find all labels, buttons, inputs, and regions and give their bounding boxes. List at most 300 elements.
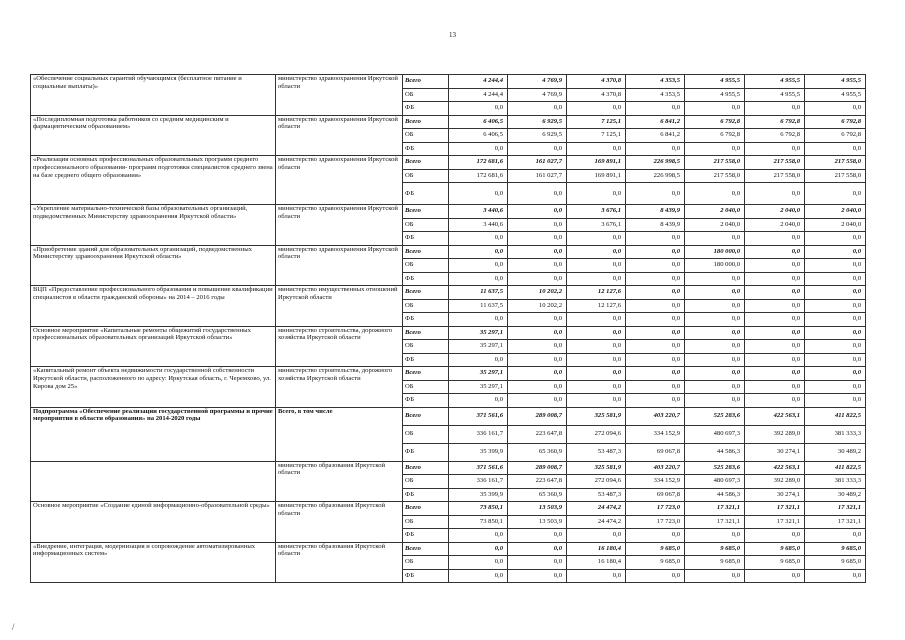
amount-cell: 0,0 [745,183,805,205]
amount-cell: 7 125,1 [567,115,626,129]
amount-cell: 392 289,0 [745,475,805,489]
table-row [31,286,866,300]
amount-cell: 0,0 [449,183,508,205]
amount-cell: 0,0 [685,529,745,543]
funding-source: ОБ [403,259,449,273]
amount-cell: 0,0 [508,259,567,273]
funding-source: ОБ [403,380,449,394]
measure-name: «Последипломная подготовка работников со средним медицинским и фармацевтическим образованием» [31,115,276,156]
amount-cell: 6 406,5 [449,129,508,143]
corner-mark: / [12,622,15,632]
funding-source: Всего [403,461,449,475]
amount-cell: 6 792,8 [685,115,745,129]
amount-cell: 0,0 [805,245,866,259]
amount-cell: 422 563,1 [745,461,805,475]
amount-cell: 9 685,0 [626,556,685,570]
amount-cell: 9 685,0 [685,542,745,556]
amount-cell: 6 406,5 [449,115,508,129]
amount-cell: 0,0 [508,272,567,286]
amount-cell: 73 850,1 [449,515,508,529]
amount-cell: 392 289,0 [745,425,805,443]
amount-cell: 0,0 [805,353,866,367]
funding-source: Всего [403,407,449,425]
amount-cell: 0,0 [626,245,685,259]
amount-cell: 7 125,1 [567,129,626,143]
amount-cell: 3 676,1 [567,218,626,232]
amount-cell: 289 008,7 [508,461,567,475]
funding-source: ОБ [403,515,449,529]
amount-cell: 0,0 [508,218,567,232]
amount-cell: 0,0 [449,556,508,570]
amount-cell: 0,0 [805,367,866,381]
amount-cell: 0,0 [626,367,685,381]
amount-cell: 0,0 [449,529,508,543]
amount-cell: 0,0 [567,569,626,583]
table-row [31,156,866,170]
table-row [31,461,866,475]
amount-cell: 0,0 [449,245,508,259]
table-row [31,407,866,425]
amount-cell: 0,0 [508,353,567,367]
amount-cell: 0,0 [449,272,508,286]
page-number: 13 [449,31,456,39]
amount-cell: 411 822,5 [805,461,866,475]
amount-cell: 4 370,8 [567,88,626,102]
amount-cell: 8 439,9 [626,205,685,219]
amount-cell: 0,0 [449,394,508,408]
table-row [31,542,866,556]
amount-cell: 0,0 [685,102,745,116]
funding-source: Всего [403,205,449,219]
amount-cell: 0,0 [508,102,567,116]
executor: министерство здравоохранения Иркутской области [276,245,403,286]
amount-cell: 0,0 [685,272,745,286]
amount-cell: 0,0 [745,272,805,286]
amount-cell: 180 000,0 [685,259,745,273]
amount-cell: 0,0 [567,394,626,408]
amount-cell: 12 127,6 [567,299,626,313]
amount-cell: 4 769,9 [508,88,567,102]
amount-cell: 0,0 [508,142,567,156]
amount-cell: 0,0 [508,183,567,205]
executor: министерство здравоохранения Иркутской области [276,205,403,246]
amount-cell: 0,0 [805,313,866,327]
amount-cell: 13 503,9 [508,515,567,529]
amount-cell: 17 321,1 [745,515,805,529]
measure-name: «Внедрение, интеграция, модернизация и сопровождение автоматизированных информационных систем» [31,542,276,583]
amount-cell: 0,0 [745,232,805,246]
amount-cell: 17 321,1 [805,515,866,529]
amount-cell: 0,0 [508,313,567,327]
amount-cell: 4 353,5 [626,88,685,102]
amount-cell: 16 180,4 [567,556,626,570]
amount-cell: 6 792,8 [745,115,805,129]
amount-cell: 0,0 [508,556,567,570]
table-row [31,245,866,259]
executor: министерство образования Иркутской области [276,502,403,543]
amount-cell: 0,0 [449,542,508,556]
measure-name: ВЦП «Предоставление профессионального образования и повышение квалификации специалистов в области гражданской обороны» на 2014 – 2016 годы [31,286,276,327]
amount-cell: 0,0 [567,313,626,327]
amount-cell: 0,0 [805,299,866,313]
amount-cell: 6 929,5 [508,115,567,129]
amount-cell: 0,0 [626,272,685,286]
executor: министерство образования Иркутской области [276,461,403,502]
amount-cell: 30 489,2 [805,488,866,502]
amount-cell: 35 297,1 [449,340,508,354]
amount-cell: 4 955,5 [805,75,866,89]
amount-cell: 6 792,8 [805,115,866,129]
measure-name: Основное мероприятие «Капитальные ремонты общежитий государственных профессиональных образовательных организаций Иркутской области» [31,326,276,367]
amount-cell: 35 297,1 [449,326,508,340]
amount-cell: 480 697,3 [685,475,745,489]
funding-source: ОБ [403,340,449,354]
amount-cell: 0,0 [567,326,626,340]
amount-cell: 217 558,0 [745,156,805,170]
amount-cell: 0,0 [685,569,745,583]
amount-cell: 9 685,0 [685,556,745,570]
funding-source: Всего [403,367,449,381]
amount-cell: 0,0 [745,569,805,583]
funding-source: Всего [403,156,449,170]
funding-source: ФБ [403,142,449,156]
amount-cell: 6 792,8 [805,129,866,143]
amount-cell: 334 152,9 [626,425,685,443]
executor: Всего, в том числе [276,407,403,461]
amount-cell: 53 487,3 [567,443,626,461]
table-body [31,75,866,583]
amount-cell: 69 067,8 [626,488,685,502]
amount-cell: 11 637,5 [449,286,508,300]
funding-source: Всего [403,245,449,259]
amount-cell: 0,0 [626,326,685,340]
amount-cell: 289 008,7 [508,407,567,425]
amount-cell: 0,0 [449,142,508,156]
amount-cell: 4 353,5 [626,75,685,89]
amount-cell: 65 360,9 [508,488,567,502]
amount-cell: 6 792,8 [685,129,745,143]
amount-cell: 0,0 [567,272,626,286]
funding-source: Всего [403,326,449,340]
funding-source: ФБ [403,183,449,205]
amount-cell: 0,0 [449,353,508,367]
amount-cell: 371 561,6 [449,461,508,475]
amount-cell: 0,0 [449,102,508,116]
amount-cell: 0,0 [449,259,508,273]
table-row [31,326,866,340]
funding-source: ФБ [403,313,449,327]
amount-cell: 272 094,6 [567,475,626,489]
measure-name: «Реализация основных профессиональных образовательных программ среднего профессионального образования- программ подготовки специалистов среднего звена на базе среднего общего образования» [31,156,276,205]
amount-cell: 3 440,6 [449,205,508,219]
amount-cell: 0,0 [685,394,745,408]
amount-cell: 161 027,7 [508,169,567,183]
amount-cell: 30 274,1 [745,443,805,461]
amount-cell: 0,0 [685,299,745,313]
amount-cell: 0,0 [626,380,685,394]
amount-cell: 0,0 [745,367,805,381]
amount-cell: 0,0 [567,340,626,354]
amount-cell: 24 474,2 [567,515,626,529]
funding-source: ФБ [403,353,449,367]
amount-cell: 11 637,5 [449,299,508,313]
amount-cell: 411 822,5 [805,407,866,425]
amount-cell: 17 723,0 [626,515,685,529]
amount-cell: 2 040,0 [745,218,805,232]
amount-cell: 0,0 [508,569,567,583]
amount-cell: 4 955,5 [685,75,745,89]
amount-cell: 12 127,6 [567,286,626,300]
amount-cell: 525 283,6 [685,461,745,475]
table-row [31,75,866,89]
funding-source: Всего [403,115,449,129]
executor: министерство здравоохранения Иркутской области [276,75,403,116]
amount-cell: 0,0 [567,259,626,273]
amount-cell: 0,0 [745,340,805,354]
amount-cell: 0,0 [449,313,508,327]
amount-cell: 172 681,6 [449,169,508,183]
amount-cell: 0,0 [745,286,805,300]
amount-cell: 0,0 [805,569,866,583]
amount-cell: 0,0 [685,232,745,246]
amount-cell: 217 558,0 [685,169,745,183]
amount-cell: 403 220,7 [626,407,685,425]
amount-cell: 0,0 [685,340,745,354]
measure-name: «Укрепление материально-технической базы образовательных организаций, подведомственных Министерству здравоохранения Иркутской области» [31,205,276,246]
amount-cell: 0,0 [626,353,685,367]
executor: министерство здравоохранения Иркутской области [276,156,403,205]
amount-cell: 0,0 [685,380,745,394]
amount-cell: 0,0 [567,353,626,367]
amount-cell: 0,0 [449,232,508,246]
amount-cell: 73 850,1 [449,502,508,516]
amount-cell: 217 558,0 [805,169,866,183]
amount-cell: 0,0 [508,367,567,381]
executor: министерство строительства, дорожного хозяйства Иркутской области [276,367,403,408]
executor: министерство строительства, дорожного хозяйства Иркутской области [276,326,403,367]
amount-cell: 6 841,2 [626,129,685,143]
funding-source: ФБ [403,488,449,502]
amount-cell: 17 321,1 [685,515,745,529]
amount-cell: 0,0 [567,232,626,246]
amount-cell: 4 955,5 [805,88,866,102]
amount-cell: 226 998,5 [626,156,685,170]
amount-cell: 4 244,4 [449,75,508,89]
amount-cell: 0,0 [567,245,626,259]
amount-cell: 0,0 [508,542,567,556]
funding-source: ФБ [403,272,449,286]
amount-cell: 0,0 [567,529,626,543]
funding-source: ОБ [403,129,449,143]
amount-cell: 0,0 [745,380,805,394]
measure-name: Подпрограмма «Обеспечение реализации государственной программы и прочие мероприятия в области образования» на 2014-2020 годы [31,407,276,461]
amount-cell: 6 929,5 [508,129,567,143]
funding-source: ФБ [403,529,449,543]
measure-name: «Приобретение зданий для образовательных организаций, подведомственных Министерству здравоохранения Иркутской области» [31,245,276,286]
amount-cell: 422 563,1 [745,407,805,425]
amount-cell: 0,0 [567,380,626,394]
amount-cell: 336 161,7 [449,425,508,443]
amount-cell: 0,0 [685,313,745,327]
amount-cell: 0,0 [805,326,866,340]
executor: министерство здравоохранения Иркутской области [276,115,403,156]
amount-cell: 0,0 [745,299,805,313]
amount-cell: 0,0 [626,232,685,246]
amount-cell: 69 067,8 [626,443,685,461]
budget-table [30,74,866,583]
amount-cell: 0,0 [508,245,567,259]
amount-cell: 4 244,4 [449,88,508,102]
funding-source: Всего [403,542,449,556]
amount-cell: 0,0 [626,529,685,543]
funding-source: ФБ [403,394,449,408]
amount-cell: 0,0 [626,259,685,273]
amount-cell: 0,0 [626,313,685,327]
amount-cell: 35 399,9 [449,488,508,502]
amount-cell: 2 040,0 [685,218,745,232]
funding-source: ОБ [403,475,449,489]
amount-cell: 0,0 [626,299,685,313]
amount-cell: 0,0 [508,394,567,408]
amount-cell: 8 439,9 [626,218,685,232]
amount-cell: 0,0 [805,272,866,286]
amount-cell: 169 891,1 [567,169,626,183]
amount-cell: 3 440,6 [449,218,508,232]
funding-source: ОБ [403,425,449,443]
amount-cell: 0,0 [685,353,745,367]
amount-cell: 0,0 [508,232,567,246]
funding-source: Всего [403,286,449,300]
amount-cell: 17 723,0 [626,502,685,516]
funding-source: ФБ [403,102,449,116]
amount-cell: 9 685,0 [805,556,866,570]
amount-cell: 169 891,1 [567,156,626,170]
amount-cell: 30 489,2 [805,443,866,461]
amount-cell: 0,0 [805,380,866,394]
amount-cell: 223 647,8 [508,475,567,489]
amount-cell: 2 040,0 [685,205,745,219]
amount-cell: 35 297,1 [449,367,508,381]
amount-cell: 65 360,9 [508,443,567,461]
amount-cell: 44 586,3 [685,488,745,502]
amount-cell: 325 581,9 [567,461,626,475]
measure-name [31,461,276,502]
amount-cell: 0,0 [626,286,685,300]
amount-cell: 226 998,5 [626,169,685,183]
amount-cell: 0,0 [805,529,866,543]
executor: министерство образования Иркутской области [276,542,403,583]
amount-cell: 4 955,5 [685,88,745,102]
amount-cell: 2 040,0 [805,218,866,232]
amount-cell: 172 681,6 [449,156,508,170]
amount-cell: 0,0 [685,183,745,205]
amount-cell: 334 152,9 [626,475,685,489]
amount-cell: 16 180,4 [567,542,626,556]
amount-cell: 4 955,5 [745,88,805,102]
amount-cell: 6 792,8 [745,129,805,143]
amount-cell: 217 558,0 [745,169,805,183]
amount-cell: 217 558,0 [685,156,745,170]
amount-cell: 4 370,8 [567,75,626,89]
amount-cell: 371 561,6 [449,407,508,425]
amount-cell: 0,0 [745,394,805,408]
amount-cell: 0,0 [805,102,866,116]
amount-cell: 0,0 [685,286,745,300]
amount-cell: 0,0 [449,569,508,583]
amount-cell: 0,0 [567,183,626,205]
amount-cell: 0,0 [805,142,866,156]
funding-source: ФБ [403,569,449,583]
amount-cell: 35 399,9 [449,443,508,461]
amount-cell: 0,0 [626,102,685,116]
amount-cell: 381 333,3 [805,475,866,489]
amount-cell: 2 040,0 [805,205,866,219]
amount-cell: 161 027,7 [508,156,567,170]
table-row [31,502,866,516]
amount-cell: 223 647,8 [508,425,567,443]
funding-source: ОБ [403,556,449,570]
amount-cell: 180 000,0 [685,245,745,259]
measure-name: «Капитальный ремонт объекта недвижимости государственной собственности Иркутской области, расположенного по адресу: Иркутская область, г. Черемхово, ул. Кирова дом 25» [31,367,276,408]
amount-cell: 0,0 [567,102,626,116]
amount-cell: 0,0 [508,340,567,354]
amount-cell: 0,0 [508,205,567,219]
funding-source: Всего [403,502,449,516]
funding-source: ФБ [403,232,449,246]
amount-cell: 0,0 [745,259,805,273]
amount-cell: 0,0 [685,142,745,156]
amount-cell: 0,0 [805,232,866,246]
funding-source: Всего [403,75,449,89]
amount-cell: 0,0 [805,286,866,300]
amount-cell: 4 955,5 [745,75,805,89]
amount-cell: 44 586,3 [685,443,745,461]
amount-cell: 0,0 [685,367,745,381]
amount-cell: 9 685,0 [745,542,805,556]
amount-cell: 3 676,1 [567,205,626,219]
amount-cell: 0,0 [805,340,866,354]
amount-cell: 0,0 [567,367,626,381]
funding-source: ФБ [403,443,449,461]
amount-cell: 0,0 [626,142,685,156]
table-row [31,367,866,381]
amount-cell: 24 474,2 [567,502,626,516]
amount-cell: 9 685,0 [805,542,866,556]
amount-cell: 0,0 [567,142,626,156]
amount-cell: 53 487,3 [567,488,626,502]
amount-cell: 381 333,3 [805,425,866,443]
amount-cell: 0,0 [508,326,567,340]
amount-cell: 0,0 [626,340,685,354]
amount-cell: 0,0 [508,380,567,394]
amount-cell: 9 685,0 [626,542,685,556]
amount-cell: 0,0 [805,394,866,408]
amount-cell: 325 581,9 [567,407,626,425]
amount-cell: 525 283,6 [685,407,745,425]
amount-cell: 0,0 [745,529,805,543]
amount-cell: 336 161,7 [449,475,508,489]
amount-cell: 480 697,3 [685,425,745,443]
amount-cell: 35 297,1 [449,380,508,394]
funding-source: ОБ [403,218,449,232]
amount-cell: 0,0 [805,183,866,205]
funding-source: ОБ [403,299,449,313]
amount-cell: 0,0 [745,326,805,340]
amount-cell: 4 769,9 [508,75,567,89]
funding-source: ОБ [403,169,449,183]
amount-cell: 0,0 [626,183,685,205]
measure-name: Основное мероприятие «Создание единой информационно-образовательной среды» [31,502,276,543]
